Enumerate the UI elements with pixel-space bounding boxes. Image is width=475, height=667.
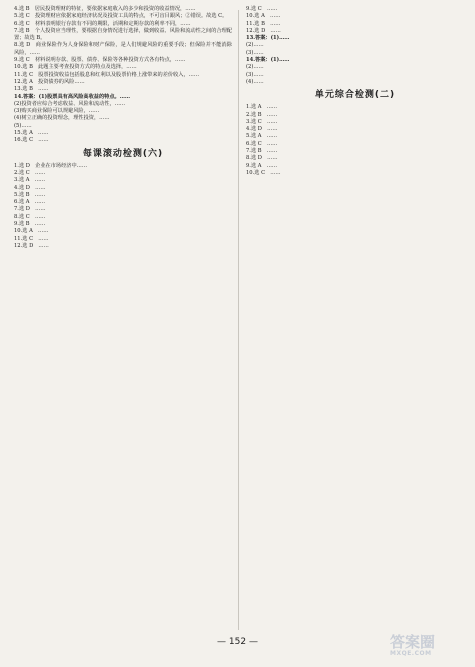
answer-paragraph: 13.答案：(1)…… bbox=[246, 35, 290, 42]
answer-paragraph: 9.选 B …… bbox=[14, 221, 46, 228]
answer-paragraph: 16.选 C …… bbox=[14, 137, 49, 144]
answer-paragraph: 8.选 C …… bbox=[14, 213, 46, 220]
answer-paragraph: 6.选 A …… bbox=[14, 199, 46, 206]
answer-paragraph: 10.选 C …… bbox=[246, 169, 281, 176]
right-column bbox=[246, 6, 464, 177]
column-divider bbox=[238, 10, 239, 630]
watermark-main-text: 答案圈 bbox=[390, 633, 436, 651]
answer-paragraph: 12.选 A 投资债券的风险…… bbox=[14, 78, 85, 85]
answer-paragraph: 4.选 D …… bbox=[14, 184, 46, 191]
answer-paragraph: 1.选 D 企业在市场经济中…… bbox=[14, 162, 88, 169]
section-title-unit-test-2: 单元综合检测(二) bbox=[314, 90, 396, 101]
answer-paragraph: 11.选 B …… bbox=[246, 20, 281, 27]
answer-paragraph: 9.选 C 材料说明存款、股票、债券、保险等各种投资方式各有特点，…… bbox=[14, 57, 186, 64]
answer-paragraph: 1.选 A …… bbox=[246, 104, 278, 111]
right-paragraphs-after bbox=[246, 104, 464, 177]
answer-paragraph: 5.选 A …… bbox=[246, 133, 278, 140]
answer-paragraph: 14.答案：(1)…… bbox=[246, 57, 290, 64]
answer-paragraph: 11.选 C 股票投资收益包括股息和红利以及股票价格上涨带来的差价收入，…… bbox=[14, 71, 200, 78]
answer-paragraph: 8.选 D …… bbox=[246, 155, 278, 162]
answer-paragraph: 12.选 D …… bbox=[14, 242, 49, 249]
answer-paragraph: 11.选 C …… bbox=[14, 235, 49, 242]
page-number: — 152 — bbox=[217, 637, 258, 647]
answer-paragraph: 7.选 D …… bbox=[14, 206, 46, 213]
answer-paragraph: (4)…… bbox=[246, 78, 264, 85]
answer-paragraph: 14.答案：(1)股票具有高风险高收益的特点。…… bbox=[14, 93, 131, 100]
answer-paragraph: (3)…… bbox=[246, 71, 264, 78]
left-paragraphs bbox=[14, 6, 232, 145]
answer-paragraph: 12.选 D …… bbox=[246, 27, 281, 34]
answer-paragraph: (4)树立正确的投资理念，理性投资，…… bbox=[14, 115, 110, 122]
answer-paragraph: 5.选 C 投资理财应依据家庭经济状况及投资工具的特点，不可盲目跟风；②错误。故选 C。 bbox=[14, 13, 228, 20]
answer-page bbox=[14, 6, 464, 634]
site-watermark-logo bbox=[390, 634, 468, 662]
answer-paragraph: 6.选 C 材料表明银行存款有不同的期限，活期和定期存款的利率不同，…… bbox=[14, 20, 191, 27]
answer-paragraph: 9.选 A …… bbox=[246, 162, 278, 169]
left-paragraphs-after bbox=[14, 163, 232, 251]
answer-paragraph: 15.选 A …… bbox=[14, 130, 49, 137]
left-column bbox=[14, 6, 232, 250]
answer-paragraph: 3.选 C …… bbox=[246, 118, 278, 125]
answer-paragraph: (2)投资者应综合考虑收益、风险和流动性，…… bbox=[14, 100, 126, 107]
answer-paragraph: 6.选 C …… bbox=[246, 140, 278, 147]
answer-paragraph: 10.选 B 此题主要考查投资方式的特点及选择，…… bbox=[14, 64, 137, 71]
answer-paragraph: 5.选 B …… bbox=[14, 191, 46, 198]
answer-paragraph: 3.选 A …… bbox=[14, 177, 46, 184]
answer-paragraph: 10.选 A …… bbox=[14, 228, 49, 235]
answer-paragraph: 2.选 B …… bbox=[246, 111, 278, 118]
section-title-rolling-test-6: 每课滚动检测(六) bbox=[82, 148, 164, 159]
answer-paragraph: (3)…… bbox=[246, 49, 264, 56]
answer-paragraph: 4.选 D …… bbox=[246, 126, 278, 133]
answer-paragraph: 13.选 B …… bbox=[14, 86, 49, 93]
answer-paragraph: 9.选 C …… bbox=[246, 6, 278, 12]
answer-paragraph: 7.选 B 个人投资应当理性，要根据自身情况进行选择，做到收益、风险和流动性之间的合理配置；故选 B。 bbox=[14, 27, 232, 42]
answer-paragraph: 7.选 B …… bbox=[246, 148, 278, 155]
answer-paragraph: (2)…… bbox=[246, 42, 264, 49]
watermark-sub-text: MXQE.COM bbox=[390, 650, 432, 657]
answer-paragraph: 10.选 A …… bbox=[246, 13, 281, 20]
answer-paragraph: (5)…… bbox=[14, 122, 32, 129]
answer-paragraph: 8.选 D 商业保险作为人身保险和财产保险，是人们规避风险的重要手段；但保险并不能消除风险，…… bbox=[14, 42, 232, 56]
right-paragraphs bbox=[246, 6, 464, 86]
answer-paragraph: 2.选 C …… bbox=[14, 169, 46, 176]
answer-paragraph: (3)购买商业保险可以规避风险，…… bbox=[14, 108, 100, 115]
answer-paragraph: (2)…… bbox=[246, 64, 264, 71]
answer-paragraph: 4.选 B 居民投资理财的特征，要依据家庭收入的多少和投资的收益情况，…… bbox=[14, 6, 196, 12]
